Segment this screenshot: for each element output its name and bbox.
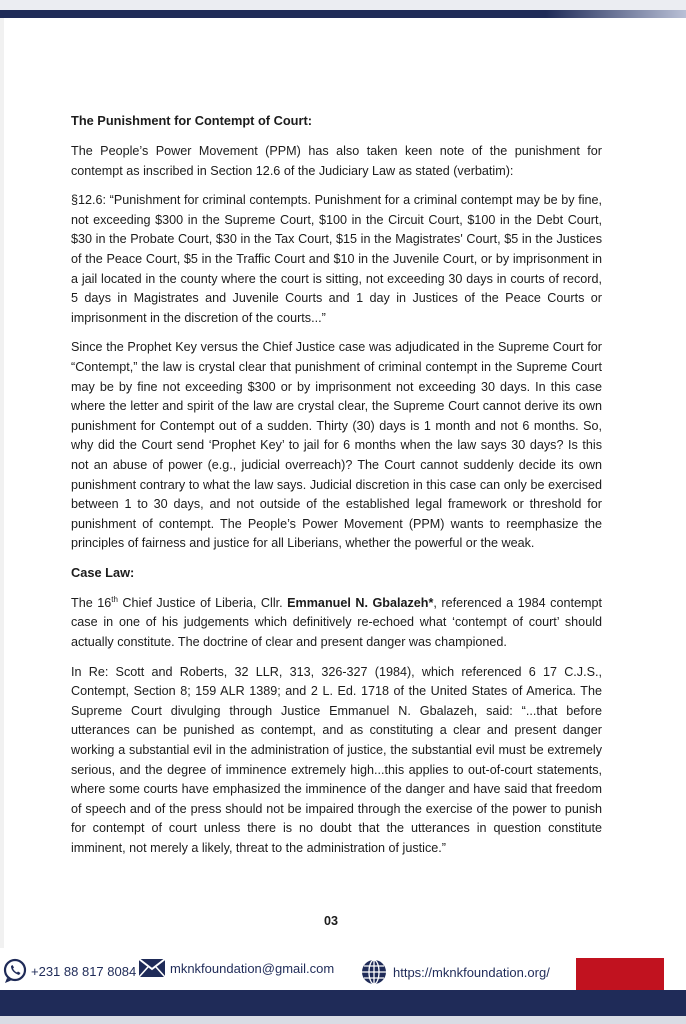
- phone-text: +231 88 817 8084: [31, 963, 137, 979]
- header-bar-fade: [546, 10, 686, 18]
- heading-punishment: The Punishment for Contempt of Court:: [71, 113, 312, 128]
- paragraph-analysis: Since the Prophet Key versus the Chief Justice case was adjudicated in the Supreme Court for “Contempt,” the law is crystal clear that punishment of criminal contempt in the Supreme Court may be by fine not exceeding $300 or by imprisonment not exceeding 30 days. In this case where the letter and spirit of the law are crystal clear, the Supreme Court cannot derive its own punishment for Contempt out of a sudden. Thirty (30) days is 1 month and not 6 months. So, why did the Court send ‘Prophet Key’ to jail for 6 months when the law says 30 days? Is this not an abuse of power (e.g., judicial overreach)? The Court cannot suddenly decide its own punishment contrary to what the law says. Judicial discretion in this case can only be exercised between 1 to 30 days, and not outside of the established legal framework or threshold for punishment of contempt. The People’s Power Movement (PPM) wants to reemphasize the principles of fairness and justice for all Liberians, whether the powerful or the weak.: [71, 340, 602, 551]
- whatsapp-icon: [2, 958, 28, 984]
- mail-icon: [138, 958, 166, 978]
- top-band: [0, 0, 686, 10]
- bottom-edge: [0, 1016, 686, 1024]
- email-text: mknkfoundation@gmail.com: [170, 960, 335, 976]
- document-body: [71, 112, 602, 869]
- page-number: 03: [324, 914, 339, 928]
- footer-phone[interactable]: [2, 958, 136, 984]
- footer-red-block: [576, 958, 664, 990]
- paragraph-intro: The People’s Power Movement (PPM) has also taken keen note of the punishment for contempt as inscribed in Section 12.6 of the Judiciary Law as stated (verbatim):: [71, 144, 602, 178]
- footer-bar: [0, 990, 686, 1016]
- paragraph-case-citation: In Re: Scott and Roberts, 32 LLR, 313, 326-327 (1984), which referenced 6 17 C.J.S., Contempt, Section 8; 159 ALR 1389; and 2 L. Ed. 1718 of the United States of America. The Supreme Court divulging through Justice Emmanuel N. Gbalazeh, said: “...that before utterances can be punished as contempt, and as constituting a clear and present danger working a substantial evil in the administration of justice, the substantial evil must be extremely serious, and the degree of imminence extremely high...this applies to out-of-court statements, where some courts have emphasized the imminence of the danger and have said that freedom of speech and of the press should not be impaired through the exercise of the power to punish for contempt of court unless there is no doubt that the utterances in question constitute imminent, not merely a likely, threat to the administration of justice.”: [71, 664, 602, 855]
- paragraph-chief-justice: [71, 594, 602, 653]
- left-edge: [0, 18, 4, 948]
- website-text: https://mknkfoundation.org/: [393, 964, 550, 980]
- text-fragment: Chief Justice of Liberia, Cllr.: [117, 595, 288, 610]
- paragraph-section-quote: §12.6: “Punishment for criminal contempts. Punishment for a criminal contempt may be by fine, not exceeding $300 in the Supreme Court, $100 in the Circuit Court, $100 in the Debt Court, $30 in the Probate Court, $30 in the Tax Court, $15 in the Magistrates' Court, $5 in the Justices of the Peace Court, $5 in the Traffic Court and $10 in the Juvenile Court, or by imprisonment in a jail located in the county where the court is sitting, not exceeding 30 days in courts of record, 5 days in Magistrates and Juvenile Courts and 1 day in Justices of the Peace Courts or imprisonment in the discretion of the courts...”: [71, 193, 602, 325]
- ordinal-suffix: th: [111, 594, 118, 604]
- header-bar: [0, 10, 686, 18]
- footer: [0, 952, 686, 990]
- globe-icon: [360, 958, 388, 986]
- heading-case-law: Case Law:: [71, 564, 135, 580]
- justice-name: Emmanuel N. Gbalazeh*: [287, 595, 434, 610]
- footer-website[interactable]: [360, 958, 550, 986]
- text-fragment: , referenced a 1984 contempt case in one of his judgements which definitively re-echoed what ‘contempt of court’ should actually constitute. The doctrine of clear and present danger was championed.: [71, 595, 602, 650]
- text-fragment: The 16: [71, 595, 112, 610]
- footer-email[interactable]: [138, 958, 334, 978]
